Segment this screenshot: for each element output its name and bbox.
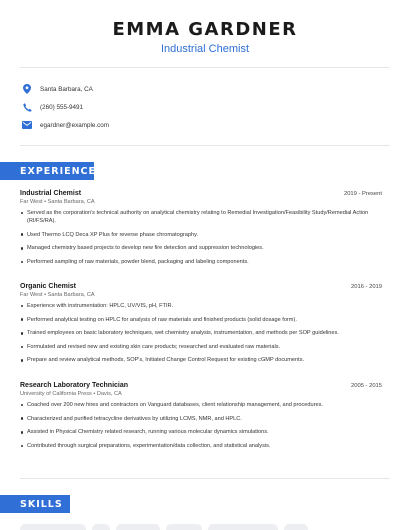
phone-icon [22, 102, 32, 112]
contact-location [22, 80, 322, 98]
list-item: Managed chemistry based projects to develop new fire detection and suppression technologies. [20, 244, 382, 252]
job-bullets [20, 302, 382, 364]
location-pin-icon [22, 84, 32, 94]
skill-pill-row [20, 524, 308, 530]
list-item: Prepare and review analytical methods, SOP's, Initiated Change Control Request for existing cGMP documents. [20, 356, 382, 364]
skill-pill [208, 524, 278, 530]
contact-phone [22, 98, 322, 116]
list-item: Assisted in Physical Chemistry related research, running various molecular dynamics simulations. [20, 428, 382, 436]
job-entry-1 [20, 190, 382, 271]
list-item: Trained employees on basic laboratory techniques, wet chemistry analysis, instrumentation, and methods per SOP guidelines. [20, 329, 382, 337]
job-title: Organic Chemist [20, 283, 77, 290]
contact-email [22, 116, 322, 134]
header-divider [20, 67, 390, 68]
resume-header [0, 0, 410, 56]
list-item: Served as the corporation's technical authority on analytical chemistry relating to Remedial Investigation/Feasibility Study/Remedial Action (RI/FS/RA). [20, 209, 382, 225]
job-dates: 2019 - Present [343, 191, 382, 197]
email-text: egardner@example.com [40, 121, 110, 129]
skill-pill [116, 524, 160, 530]
candidate-name: EMMA GARDNER [112, 19, 298, 40]
list-item: Contributed through surgical preparations, experimentation/data collection, and statistical analysis. [20, 442, 382, 450]
list-item: Characterized and purified tetracycline derivatives by utilizing LCMS, NMR, and HPLC. [20, 415, 382, 423]
list-item: Performed sampling of raw materials, powder blend, packaging and labeling components. [20, 258, 382, 266]
list-item: Performed analytical testing on HPLC for analysis of raw materials and finished products (solid dosage form). [20, 316, 382, 324]
job-bullets [20, 401, 382, 450]
job-dates: 2005 - 2015 [351, 383, 382, 389]
list-item: Experience with instrumentation: HPLC, UV/VIS, pH, FTIR. [20, 302, 382, 310]
job-dates: 2016 - 2019 [351, 284, 382, 290]
job-entry-3 [20, 382, 382, 455]
list-item: Used Thermo LCQ Deca XP Plus for reverse phase chromatography. [20, 231, 382, 239]
skills-section-header: SKILLS [0, 495, 70, 513]
job-company: Far West • Santa Barbara, CA [20, 199, 95, 205]
candidate-title: Industrial Chemist [160, 43, 250, 55]
contact-divider [20, 145, 390, 146]
list-item: Formulated and revised new and existing skin care products; researched and evaluated raw materials. [20, 343, 382, 351]
location-text: Santa Barbara, CA [40, 85, 93, 93]
job-entry-2 [20, 283, 382, 370]
experience-divider [20, 478, 390, 479]
skill-pill [166, 524, 202, 530]
skill-pill [284, 524, 308, 530]
job-company: University of California Press • Davis, CA [20, 391, 122, 397]
job-title: Industrial Chemist [20, 190, 82, 197]
job-title: Research Laboratory Technician [20, 382, 129, 389]
skill-pill [92, 524, 110, 530]
phone-text: (260) 555-9491 [40, 103, 84, 111]
contact-block [22, 80, 322, 134]
skill-pill [20, 524, 86, 530]
job-company: Far West • Santa Barbara, CA [20, 292, 95, 298]
experience-section-header: EXPERIENCE [0, 162, 94, 180]
envelope-icon [22, 120, 32, 130]
job-bullets [20, 209, 382, 266]
list-item: Coached over 200 new hires and contractors on Vanguard databases, client relationship management, and procedures. [20, 401, 382, 409]
